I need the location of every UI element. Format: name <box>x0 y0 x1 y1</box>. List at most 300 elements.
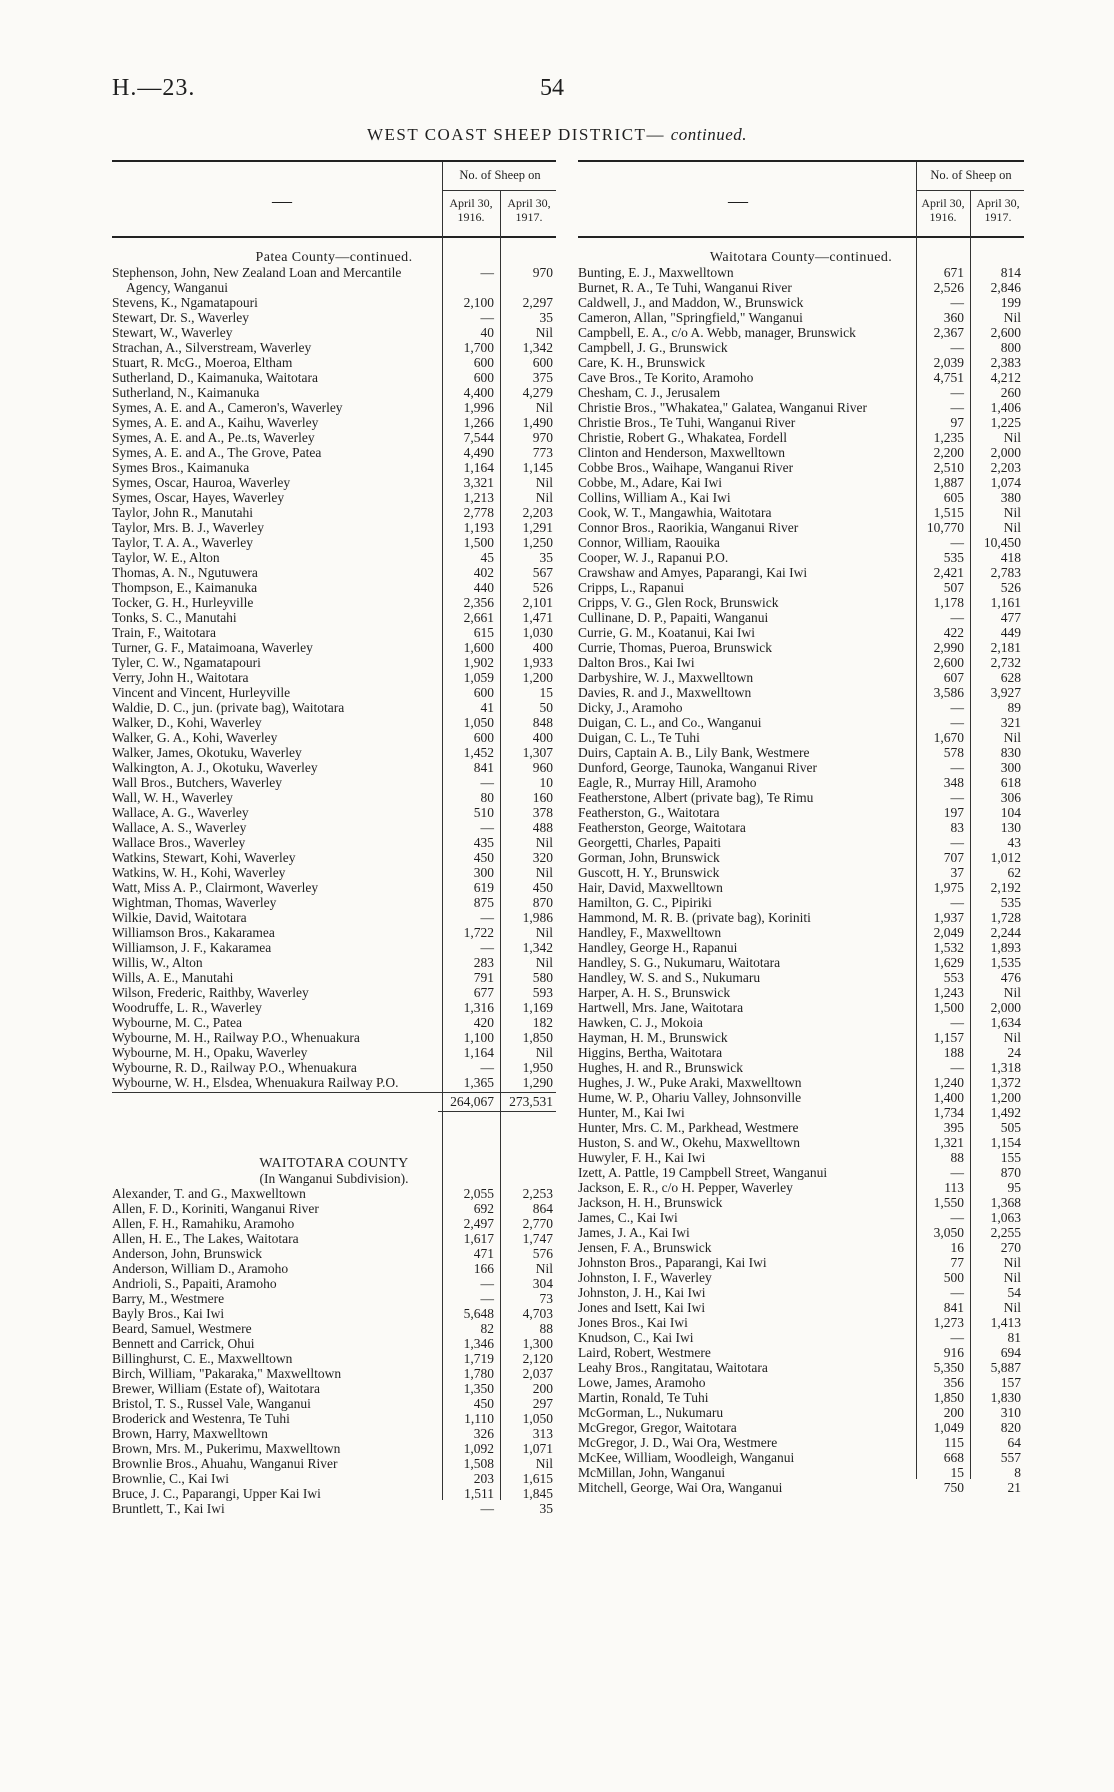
total-1916: 264,067 <box>438 1093 497 1112</box>
holder-name: Stevens, K., Ngamatapouri <box>112 295 258 310</box>
sheep-1917: Nil <box>1003 505 1021 520</box>
holder-name: Handley, F., Maxwelltown <box>578 925 722 940</box>
sheep-1917: 321 <box>1000 715 1021 730</box>
table-row <box>578 265 1024 280</box>
table-row <box>578 865 1024 880</box>
table-row <box>578 1015 1024 1030</box>
sheep-1916: 37 <box>950 865 964 880</box>
sheep-1916: 1,365 <box>463 1075 494 1090</box>
table-row <box>112 640 556 655</box>
table-row <box>112 1231 556 1246</box>
holder-name: Johnston Bros., Paparangi, Kai Iwi <box>578 1255 767 1270</box>
holder-name: Stuart, R. McG., Moeroa, Eltham <box>112 355 293 370</box>
sheep-1917: 1,030 <box>522 625 553 640</box>
header-group: No. of Sheep on <box>459 168 541 182</box>
sheep-1916: 2,600 <box>933 655 964 670</box>
sheep-1917: 970 <box>532 430 553 445</box>
sheep-1917: 313 <box>532 1426 553 1441</box>
table-row <box>578 400 1024 415</box>
sheep-1917: 1,074 <box>990 475 1021 490</box>
sheep-1916: 1,346 <box>463 1336 494 1351</box>
sheep-1916: 1,157 <box>933 1030 964 1045</box>
holder-name: Hair, David, Maxwelltown <box>578 880 723 895</box>
sheep-1917: 1,893 <box>990 940 1021 955</box>
sheep-1916: 1,722 <box>463 925 494 940</box>
table-row <box>578 895 1024 910</box>
sheep-1917: 567 <box>532 565 553 580</box>
sheep-1916: 1,240 <box>933 1075 964 1090</box>
sheep-1916: — <box>950 790 964 805</box>
holder-name: Wybourne, W. H., Elsdea, Whenuakura Railway P.O. <box>112 1075 399 1090</box>
table-row <box>112 1186 556 1201</box>
sheep-1916: 791 <box>473 970 494 985</box>
sheep-1917: Nil <box>535 955 553 970</box>
sheep-1916: — <box>950 295 964 310</box>
table-row <box>578 970 1024 985</box>
holder-name: Wightman, Thomas, Waverley <box>112 895 277 910</box>
sheep-1917: 400 <box>532 640 553 655</box>
holder-name: Hammond, M. R. B. (private bag), Koriniti <box>578 910 811 925</box>
sheep-1917: 1,318 <box>990 1060 1021 1075</box>
sheep-1916: 1,780 <box>463 1366 494 1381</box>
sheep-1916: 2,421 <box>933 565 964 580</box>
table-row <box>112 460 556 475</box>
holder-name: Featherston, George, Waitotara <box>578 820 746 835</box>
sheep-1917: 50 <box>539 700 553 715</box>
table-row <box>112 295 556 310</box>
sheep-1916: 5,648 <box>463 1306 494 1321</box>
table-row <box>112 970 556 985</box>
table-row <box>578 580 1024 595</box>
table-row <box>578 715 1024 730</box>
sheep-1917: 593 <box>532 985 553 1000</box>
table-row <box>578 595 1024 610</box>
table-row <box>578 1075 1024 1090</box>
holder-name: Vincent and Vincent, Hurleyville <box>112 685 291 700</box>
sheep-1917: 970 <box>532 265 553 280</box>
sheep-1917: 88 <box>539 1321 553 1336</box>
sheep-1917: 2,297 <box>522 295 553 310</box>
sheep-1916: 4,490 <box>463 445 494 460</box>
table-row <box>578 985 1024 1000</box>
sheep-1917: 89 <box>1007 700 1021 715</box>
sheep-1916: 1,617 <box>463 1231 494 1246</box>
holder-name: Martin, Ronald, Te Tuhi <box>578 1390 709 1405</box>
holder-name: Duigan, C. L., Te Tuhi <box>578 730 700 745</box>
sheep-1917: 400 <box>532 730 553 745</box>
sheep-1916: 2,510 <box>933 460 964 475</box>
holder-name: Brownlie Bros., Ahuahu, Wanganui River <box>112 1456 338 1471</box>
table-row <box>112 835 556 850</box>
table-row <box>578 940 1024 955</box>
header-col-1916: April 30, 1916. <box>921 196 965 224</box>
table-row <box>112 670 556 685</box>
holder-name: Cave Bros., Te Korito, Aramoho <box>578 370 754 385</box>
table-row <box>112 625 556 640</box>
holder-name: Johnston, I. F., Waverley <box>578 1270 712 1285</box>
sheep-1917: 310 <box>1000 1405 1021 1420</box>
sheep-1916: 2,778 <box>463 505 494 520</box>
table-row <box>112 685 556 700</box>
sheep-1916: 1,511 <box>464 1486 494 1501</box>
sheep-1917: 1,615 <box>522 1471 553 1486</box>
sheep-1917: 1,368 <box>990 1195 1021 1210</box>
sheep-1917: 81 <box>1007 1330 1021 1345</box>
holder-name: Izett, A. Pattle, 19 Campbell Street, Wanganui <box>578 1165 828 1180</box>
holder-name: Stewart, Dr. S., Waverley <box>112 310 250 325</box>
holder-name: Strachan, A., Silverstream, Waverley <box>112 340 312 355</box>
sheep-1916: 1,266 <box>463 415 494 430</box>
table-row <box>578 1210 1024 1225</box>
sheep-1916: — <box>480 310 494 325</box>
table-row <box>578 1360 1024 1375</box>
table-row <box>578 1285 1024 1300</box>
sheep-1916: 510 <box>473 805 494 820</box>
sheep-1917: 260 <box>1000 385 1021 400</box>
holder-name: Wilson, Frederic, Raithby, Waverley <box>112 985 309 1000</box>
table-row <box>578 415 1024 430</box>
sheep-1917: 2,783 <box>990 565 1021 580</box>
sheep-1916: 450 <box>473 1396 494 1411</box>
sheep-1916: 668 <box>943 1450 964 1465</box>
table-row <box>578 460 1024 475</box>
sheep-1917: 1,490 <box>522 415 553 430</box>
header-col-1917: April 30, 1917. <box>976 196 1020 224</box>
sheep-1916: 875 <box>473 895 494 910</box>
sheep-1917: 1,728 <box>990 910 1021 925</box>
holder-name: Care, K. H., Brunswick <box>578 355 706 370</box>
sheep-1916: 5,350 <box>933 1360 964 1375</box>
table-row <box>578 280 1024 295</box>
sheep-1917: 450 <box>532 880 553 895</box>
sheep-1917: Nil <box>535 400 553 415</box>
table-row <box>112 925 556 940</box>
sheep-1917: 2,037 <box>522 1366 553 1381</box>
table-row <box>578 1105 1024 1120</box>
sheep-1916: 535 <box>943 550 964 565</box>
table-row <box>112 445 556 460</box>
table-row <box>578 1330 1024 1345</box>
sheep-1917: 1,169 <box>522 1000 553 1015</box>
sheep-1917: 2,000 <box>990 1000 1021 1015</box>
sheep-1917: 1,161 <box>990 595 1021 610</box>
sheep-1916: 450 <box>473 850 494 865</box>
sheep-1917: 1,012 <box>990 850 1021 865</box>
holder-name: Cobbe, M., Adare, Kai Iwi <box>578 475 722 490</box>
holder-name: Laird, Robert, Westmere <box>578 1345 711 1360</box>
sheep-1917: Nil <box>535 835 553 850</box>
sheep-1916: 395 <box>943 1120 964 1135</box>
sheep-1916: 1,670 <box>933 730 964 745</box>
sheep-1916: 200 <box>943 1405 964 1420</box>
sheep-1917: Nil <box>535 475 553 490</box>
sheep-1917: Nil <box>1003 985 1021 1000</box>
sheep-1916: 82 <box>480 1321 494 1336</box>
sheep-1917: Nil <box>1003 1255 1021 1270</box>
sheep-1917: 820 <box>1000 1420 1021 1435</box>
sheep-1917: Nil <box>1003 1300 1021 1315</box>
table-row <box>112 1261 556 1276</box>
sheep-1916: 1,059 <box>463 670 494 685</box>
holder-name: Hamilton, G. C., Pipiriki <box>578 895 712 910</box>
table-row <box>578 310 1024 325</box>
holder-name: Brown, Mrs. M., Pukerimu, Maxwelltown <box>112 1441 341 1456</box>
table-row <box>112 1456 556 1471</box>
header-col-1917: April 30, 1917. <box>507 196 551 224</box>
holder-name: Bunting, E. J., Maxwelltown <box>578 265 734 280</box>
sheep-1916: — <box>950 385 964 400</box>
table-row <box>112 430 556 445</box>
holder-name: Thomas, A. N., Ngutuwera <box>112 565 258 580</box>
sheep-1916: 553 <box>943 970 964 985</box>
sheep-1916: 1,316 <box>463 1000 494 1015</box>
sheep-1917: 1,291 <box>522 520 553 535</box>
sheep-1916: 3,586 <box>933 685 964 700</box>
sheep-1916: — <box>950 760 964 775</box>
holder-name: Christie Bros., "Whakatea," Galatea, Wanganui River <box>578 400 867 415</box>
table-row <box>112 1216 556 1231</box>
sheep-1917: 297 <box>532 1396 553 1411</box>
sheep-1916: 422 <box>943 625 964 640</box>
holder-name: Taylor, T. A. A., Waverley <box>112 535 254 550</box>
holder-name: Burnet, R. A., Te Tuhi, Wanganui River <box>578 280 792 295</box>
sheep-1917: 960 <box>532 760 553 775</box>
sheep-1916: 2,497 <box>463 1216 494 1231</box>
holder-name: Cripps, L., Rapanui <box>578 580 685 595</box>
holder-name: Crawshaw and Amyes, Paparangi, Kai Iwi <box>578 565 808 580</box>
table-row <box>578 1315 1024 1330</box>
sheep-1917: 2,383 <box>990 355 1021 370</box>
sheep-1916: 1,235 <box>933 430 964 445</box>
sheep-1916: 1,500 <box>463 535 494 550</box>
table-row <box>578 1390 1024 1405</box>
sheep-1916: 1,321 <box>933 1135 964 1150</box>
sheep-1916: 1,193 <box>463 520 494 535</box>
holder-name: Wallace Bros., Waverley <box>112 835 246 850</box>
holder-name: Wybourne, M. H., Railway P.O., Whenuakura <box>112 1030 360 1045</box>
sheep-1917: 1,290 <box>522 1075 553 1090</box>
sheep-1916: 1,887 <box>933 475 964 490</box>
holder-name: Connor, William, Raouika <box>578 535 720 550</box>
sheep-1916: 1,452 <box>463 745 494 760</box>
table-row <box>578 745 1024 760</box>
holder-name: Taylor, W. E., Alton <box>112 550 220 565</box>
holder-name: Knudson, C., Kai Iwi <box>578 1330 694 1345</box>
table-row <box>112 1381 556 1396</box>
table-row <box>112 595 556 610</box>
sheep-1916: 1,178 <box>933 595 964 610</box>
sheep-1917: 2,770 <box>522 1216 553 1231</box>
sheep-1917: 4,212 <box>990 370 1021 385</box>
holder-name: Walker, James, Okotuku, Waverley <box>112 745 302 760</box>
table-row <box>578 955 1024 970</box>
sheep-1917: Nil <box>1003 730 1021 745</box>
table-row <box>578 1405 1024 1420</box>
sheep-1917: 306 <box>1000 790 1021 805</box>
holder-name: Walker, G. A., Kohi, Waverley <box>112 730 278 745</box>
table-row <box>578 1465 1024 1480</box>
sheep-1916: 113 <box>944 1180 964 1195</box>
table-row <box>578 295 1024 310</box>
holder-name: Alexander, T. and G., Maxwelltown <box>112 1186 306 1201</box>
table-row <box>578 1255 1024 1270</box>
table-row <box>578 1165 1024 1180</box>
sheep-1916: 2,990 <box>933 640 964 655</box>
sheep-1916: 16 <box>950 1240 964 1255</box>
table-row <box>578 475 1024 490</box>
total-1917: 273,531 <box>497 1093 556 1112</box>
holder-name: Watkins, W. H., Kohi, Waverley <box>112 865 286 880</box>
sheep-1916: 2,100 <box>463 295 494 310</box>
table-row <box>112 355 556 370</box>
holder-name: McGregor, J. D., Wai Ora, Westmere <box>578 1435 778 1450</box>
holder-name: Jones and Isett, Kai Iwi <box>578 1300 706 1315</box>
holder-name: Wallace, A. G., Waverley <box>112 805 249 820</box>
sheep-1917: 160 <box>532 790 553 805</box>
sheep-1916: 420 <box>473 1015 494 1030</box>
sheep-1917: 15 <box>539 685 553 700</box>
sheep-1916: — <box>950 1330 964 1345</box>
sheep-1916: — <box>950 1210 964 1225</box>
sheep-1917: Nil <box>1003 1270 1021 1285</box>
table-row <box>578 775 1024 790</box>
holder-name: Beard, Samuel, Westmere <box>112 1321 252 1336</box>
table-row <box>112 760 556 775</box>
sheep-1917: 1,850 <box>522 1030 553 1045</box>
header-blank: — <box>272 190 292 212</box>
table-row <box>112 790 556 805</box>
holder-name: Wall, W. H., Waverley <box>112 790 233 805</box>
sheep-1916: — <box>950 895 964 910</box>
sheep-1917: 477 <box>1000 610 1021 625</box>
sheep-1916: 1,515 <box>933 505 964 520</box>
sheep-1916: 615 <box>473 625 494 640</box>
sheep-1916: 2,356 <box>463 595 494 610</box>
sheep-1917: 1,492 <box>990 1105 1021 1120</box>
sheep-1916: — <box>950 535 964 550</box>
sheep-1916: 2,049 <box>933 925 964 940</box>
right-table <box>578 160 1024 1495</box>
holder-name: Hunter, Mrs. C. M., Parkhead, Westmere <box>578 1120 799 1135</box>
holder-name: Handley, W. S. and S., Nukumaru <box>578 970 761 985</box>
sheep-1916: 83 <box>950 820 964 835</box>
table-row <box>112 1351 556 1366</box>
holder-name: Bayly Bros., Kai Iwi <box>112 1306 225 1321</box>
table-row <box>578 1420 1024 1435</box>
table-row <box>112 505 556 520</box>
table-row <box>578 370 1024 385</box>
sheep-1916: 2,367 <box>933 325 964 340</box>
section-heading: WAITOTARA COUNTY <box>259 1156 409 1171</box>
sheep-1917: 1,225 <box>990 415 1021 430</box>
table-row <box>112 1075 556 1090</box>
sheep-1917: 628 <box>1000 670 1021 685</box>
holder-name: Hayman, H. M., Brunswick <box>578 1030 728 1045</box>
table-row <box>578 325 1024 340</box>
sheep-1917: 1,300 <box>522 1336 553 1351</box>
sheep-1916: — <box>480 1501 494 1516</box>
table-row <box>578 835 1024 850</box>
holder-name: Leahy Bros., Rangitatau, Waitotara <box>578 1360 768 1375</box>
sheep-1917: 773 <box>532 445 553 460</box>
left-rows <box>112 250 556 1516</box>
table-row <box>112 1291 556 1306</box>
table-row <box>578 880 1024 895</box>
sheep-1917: 600 <box>532 355 553 370</box>
sheep-1916: — <box>480 775 494 790</box>
sheep-1917: 870 <box>532 895 553 910</box>
holder-name: Verry, John H., Waitotara <box>112 670 249 685</box>
holder-name: Hughes, J. W., Puke Araki, Maxwelltown <box>578 1075 802 1090</box>
table-row <box>112 700 556 715</box>
sheep-1917: 476 <box>1000 970 1021 985</box>
sheep-1917: 1,950 <box>522 1060 553 1075</box>
sheep-1917: 2,000 <box>990 445 1021 460</box>
holder-name: Mitchell, George, Wai Ora, Wanganui <box>578 1480 783 1495</box>
sheep-1916: 1,049 <box>933 1420 964 1435</box>
holder-name: Symes, A. E. and A., Pe..ts, Waverley <box>112 430 315 445</box>
table-row <box>578 1060 1024 1075</box>
holder-name: Hume, W. P., Ohariu Valley, Johnsonville <box>578 1090 802 1105</box>
table-row <box>112 1396 556 1411</box>
sheep-1917: Nil <box>535 325 553 340</box>
sheep-1916: 1,850 <box>933 1390 964 1405</box>
table-row <box>112 775 556 790</box>
holder-name: Featherston, G., Waitotara <box>578 805 720 820</box>
sheep-1917: 1,071 <box>522 1441 553 1456</box>
sheep-1916: 360 <box>943 310 964 325</box>
holder-name: Anderson, William D., Aramoho <box>112 1261 289 1276</box>
sheep-1916: 619 <box>473 880 494 895</box>
sheep-1917: 2,181 <box>990 640 1021 655</box>
sheep-1917: 104 <box>1000 805 1021 820</box>
sheep-1916: — <box>480 910 494 925</box>
sheep-1917: 1,154 <box>990 1135 1021 1150</box>
table-row <box>578 1225 1024 1240</box>
holder-name: Symes, Oscar, Hauroa, Waverley <box>112 475 291 490</box>
table-row <box>578 820 1024 835</box>
sheep-1916: 1,243 <box>933 985 964 1000</box>
section-heading: Patea County—continued. <box>255 250 413 265</box>
sheep-1917: 10 <box>539 775 553 790</box>
sheep-1916: 97 <box>950 415 964 430</box>
table-row <box>578 1195 1024 1210</box>
sheep-1916: 166 <box>473 1261 494 1276</box>
table-row <box>112 610 556 625</box>
table-row <box>112 475 556 490</box>
sheep-1916: 402 <box>473 565 494 580</box>
holder-name: Williamson, J. F., Kakaramea <box>112 940 272 955</box>
table-row <box>578 1345 1024 1360</box>
holder-name: Christie, Robert G., Whakatea, Fordell <box>578 430 787 445</box>
holder-name: Turner, G. F., Mataimoana, Waverley <box>112 640 313 655</box>
table-row <box>112 370 556 385</box>
table-row <box>112 715 556 730</box>
table-row <box>578 910 1024 925</box>
holder-name: Currie, G. M., Koatanui, Kai Iwi <box>578 625 755 640</box>
sheep-1916: 1,508 <box>463 1456 494 1471</box>
holder-name: Woodruffe, L. R., Waverley <box>112 1000 262 1015</box>
holder-name: Willis, W., Alton <box>112 955 203 970</box>
sheep-1916: 1,975 <box>933 880 964 895</box>
sheep-1917: 304 <box>532 1276 553 1291</box>
table-row <box>578 550 1024 565</box>
sheep-1917: 270 <box>1000 1240 1021 1255</box>
sheep-1916: 2,039 <box>933 355 964 370</box>
table-row <box>578 535 1024 550</box>
sheep-1917: 1,535 <box>990 955 1021 970</box>
table-row <box>112 580 556 595</box>
